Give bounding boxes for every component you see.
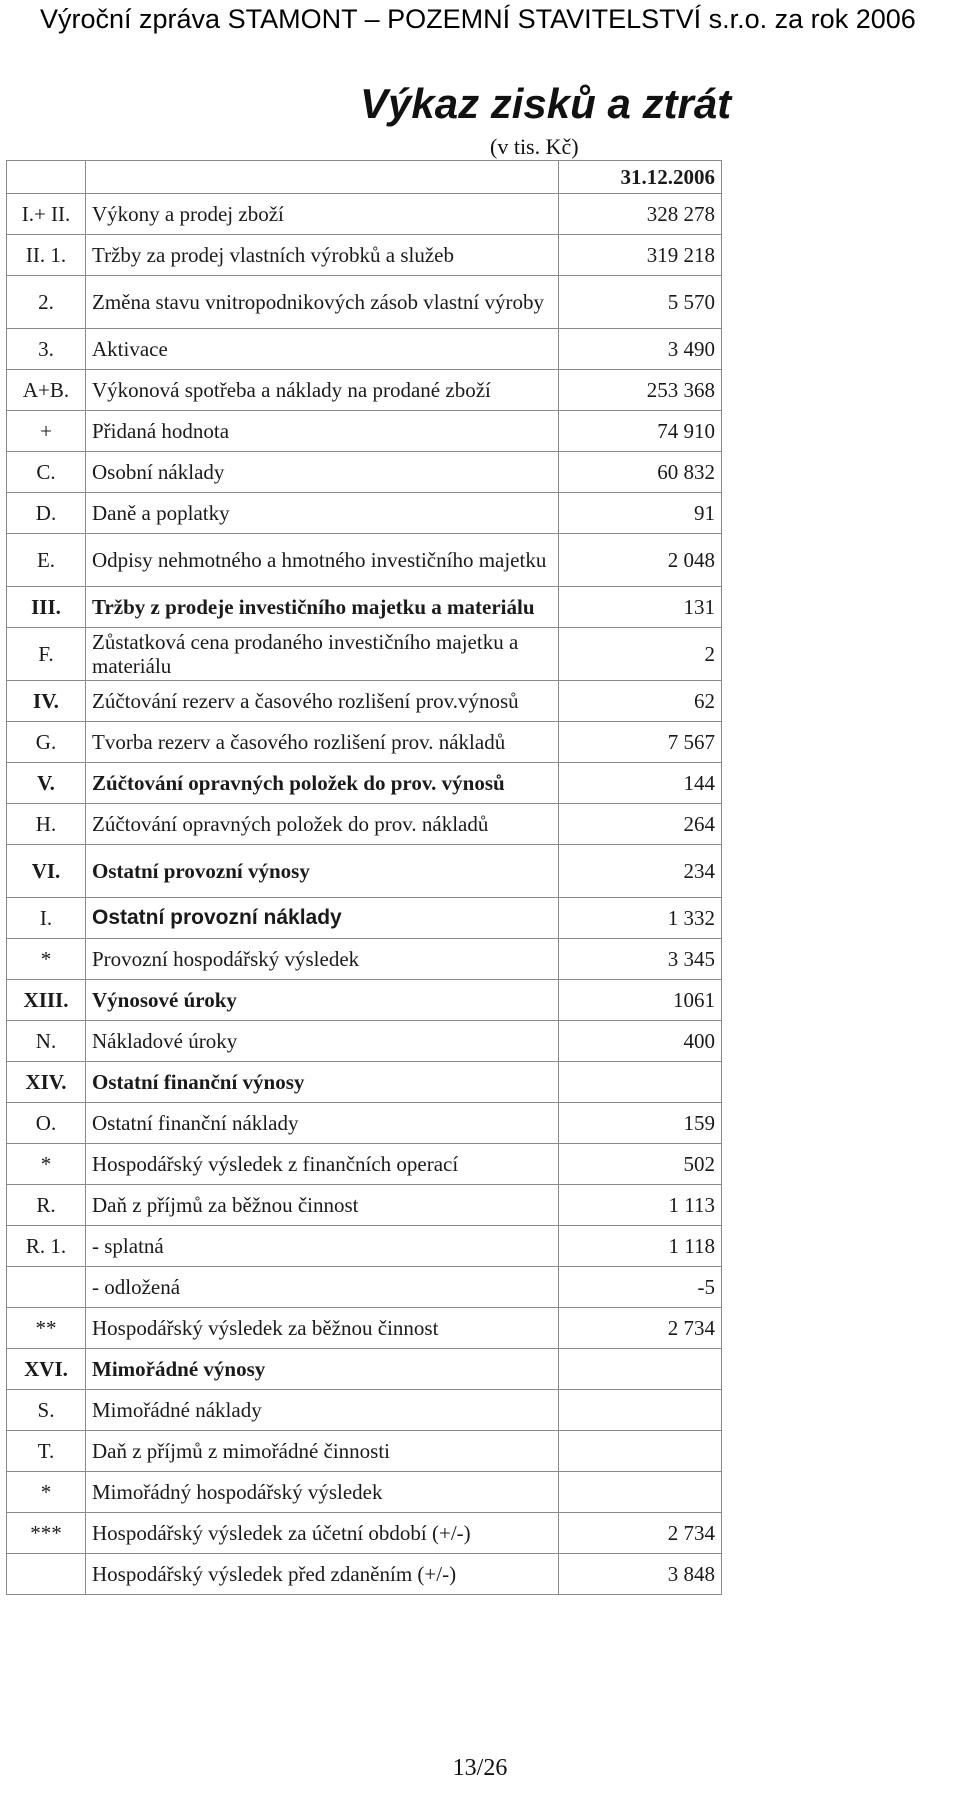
row-label: Hospodářský výsledek za běžnou činnost xyxy=(86,1308,559,1349)
row-code: + xyxy=(7,411,86,452)
table-row xyxy=(7,722,722,763)
table-row xyxy=(7,1431,722,1472)
row-label: Daň z příjmů z mimořádné činnosti xyxy=(86,1431,559,1472)
unit-label: (v tis. Kč) xyxy=(490,134,579,159)
row-value: 7 567 xyxy=(559,722,722,763)
row-code: N. xyxy=(7,1021,86,1062)
table-row xyxy=(7,1062,722,1103)
row-value: 1 332 xyxy=(559,898,722,939)
row-value xyxy=(559,1062,722,1103)
column-date: 31.12.2006 xyxy=(559,161,722,194)
row-label: Osobní náklady xyxy=(86,452,559,493)
row-value: 264 xyxy=(559,804,722,845)
row-label: Tržby za prodej vlastních výrobků a služeb xyxy=(86,235,559,276)
row-label: Provozní hospodářský výsledek xyxy=(86,939,559,980)
row-code: XVI. xyxy=(7,1349,86,1390)
row-label: Mimořádné náklady xyxy=(86,1390,559,1431)
table-row xyxy=(7,1513,722,1554)
row-value xyxy=(559,1349,722,1390)
table-row xyxy=(7,1554,722,1595)
row-code: E. xyxy=(7,534,86,587)
row-code: A+B. xyxy=(7,370,86,411)
row-value: 2 xyxy=(559,628,722,681)
row-code: G. xyxy=(7,722,86,763)
row-value: 2 734 xyxy=(559,1308,722,1349)
row-label: Hospodářský výsledek z finančních operací xyxy=(86,1144,559,1185)
row-value: 144 xyxy=(559,763,722,804)
row-code: 2. xyxy=(7,276,86,329)
row-code: O. xyxy=(7,1103,86,1144)
table-row xyxy=(7,235,722,276)
page-number: 13/26 xyxy=(452,1755,508,1781)
row-code: D. xyxy=(7,493,86,534)
row-code: ** xyxy=(7,1308,86,1349)
table-row xyxy=(7,980,722,1021)
row-label: - odložená xyxy=(86,1267,559,1308)
row-value xyxy=(559,1472,722,1513)
row-code: F. xyxy=(7,628,86,681)
row-value: 60 832 xyxy=(559,452,722,493)
row-code: * xyxy=(7,1472,86,1513)
row-label: Zúčtování rezerv a časového rozlišení prov.výnosů xyxy=(86,681,559,722)
row-label: Zúčtování opravných položek do prov. nákladů xyxy=(86,804,559,845)
row-code: V. xyxy=(7,763,86,804)
row-code xyxy=(7,1267,86,1308)
row-code: * xyxy=(7,939,86,980)
table-row xyxy=(7,1103,722,1144)
table-row xyxy=(7,681,722,722)
table-row xyxy=(7,587,722,628)
row-value: 400 xyxy=(559,1021,722,1062)
row-code: VI. xyxy=(7,845,86,898)
table-header-row xyxy=(7,161,722,194)
row-label: Výnosové úroky xyxy=(86,980,559,1021)
table-row xyxy=(7,1226,722,1267)
row-code: T. xyxy=(7,1431,86,1472)
row-code: C. xyxy=(7,452,86,493)
row-value: 253 368 xyxy=(559,370,722,411)
row-label: Hospodářský výsledek za účetní období (+/-) xyxy=(86,1513,559,1554)
row-code: 3. xyxy=(7,329,86,370)
document-header: Výroční zpráva STAMONT – POZEMNÍ STAVITELSTVÍ s.r.o. za rok 2006 xyxy=(40,4,916,34)
row-value: 328 278 xyxy=(559,194,722,235)
row-label: Ostatní finanční náklady xyxy=(86,1103,559,1144)
row-value: 3 490 xyxy=(559,329,722,370)
row-label: Odpisy nehmotného a hmotného investičního majetku xyxy=(86,534,559,587)
table-row xyxy=(7,804,722,845)
table-row xyxy=(7,1267,722,1308)
row-code: R. xyxy=(7,1185,86,1226)
row-label: - splatná xyxy=(86,1226,559,1267)
row-value: 1 113 xyxy=(559,1185,722,1226)
row-label: Tvorba rezerv a časového rozlišení prov. nákladů xyxy=(86,722,559,763)
row-value: 159 xyxy=(559,1103,722,1144)
row-label: Tržby z prodeje investičního majetku a materiálu xyxy=(86,587,559,628)
row-label: Ostatní provozní výnosy xyxy=(86,845,559,898)
row-label: Mimořádný hospodářský výsledek xyxy=(86,1472,559,1513)
table-row xyxy=(7,845,722,898)
row-label: Mimořádné výnosy xyxy=(86,1349,559,1390)
row-value: 319 218 xyxy=(559,235,722,276)
table-row xyxy=(7,939,722,980)
row-value xyxy=(559,1390,722,1431)
row-label: Nákladové úroky xyxy=(86,1021,559,1062)
header-label-cell xyxy=(86,161,559,194)
table-row xyxy=(7,329,722,370)
row-value: 2 048 xyxy=(559,534,722,587)
row-code: * xyxy=(7,1144,86,1185)
table-row xyxy=(7,534,722,587)
profit-loss-table xyxy=(6,160,722,1595)
row-code: III. xyxy=(7,587,86,628)
row-code: XIV. xyxy=(7,1062,86,1103)
row-code: I. xyxy=(7,898,86,939)
row-label: Přidaná hodnota xyxy=(86,411,559,452)
row-value: 91 xyxy=(559,493,722,534)
row-value: 502 xyxy=(559,1144,722,1185)
row-label: Ostatní finanční výnosy xyxy=(86,1062,559,1103)
row-label: Výkony a prodej zboží xyxy=(86,194,559,235)
row-value: 3 345 xyxy=(559,939,722,980)
row-label: Výkonová spotřeba a náklady na prodané zboží xyxy=(86,370,559,411)
table-row xyxy=(7,1308,722,1349)
row-code: IV. xyxy=(7,681,86,722)
table-row xyxy=(7,493,722,534)
table-row xyxy=(7,1390,722,1431)
row-label: Aktivace xyxy=(86,329,559,370)
header-code-cell xyxy=(7,161,86,194)
row-value: 1 118 xyxy=(559,1226,722,1267)
table-row xyxy=(7,628,722,681)
table-row xyxy=(7,1021,722,1062)
page-title: Výkaz zisků a ztrát xyxy=(360,80,732,127)
table-row xyxy=(7,411,722,452)
table-row xyxy=(7,1144,722,1185)
row-value: 2 734 xyxy=(559,1513,722,1554)
table-row xyxy=(7,276,722,329)
row-value: 234 xyxy=(559,845,722,898)
table-row xyxy=(7,898,722,939)
row-label: Hospodářský výsledek před zdaněním (+/-) xyxy=(86,1554,559,1595)
table-row xyxy=(7,194,722,235)
row-label: Zúčtování opravných položek do prov. výnosů xyxy=(86,763,559,804)
row-value xyxy=(559,1431,722,1472)
row-label: Zůstatková cena prodaného investičního majetku a materiálu xyxy=(86,628,559,681)
row-code: XIII. xyxy=(7,980,86,1021)
row-value: 3 848 xyxy=(559,1554,722,1595)
table-row xyxy=(7,452,722,493)
row-code: H. xyxy=(7,804,86,845)
row-label: Ostatní provozní náklady xyxy=(86,898,559,939)
table-row xyxy=(7,1185,722,1226)
table-row xyxy=(7,763,722,804)
row-value: 5 570 xyxy=(559,276,722,329)
row-code xyxy=(7,1554,86,1595)
row-code: II. 1. xyxy=(7,235,86,276)
table-row xyxy=(7,1472,722,1513)
row-code: *** xyxy=(7,1513,86,1554)
row-code: S. xyxy=(7,1390,86,1431)
table-row xyxy=(7,1349,722,1390)
row-value: 131 xyxy=(559,587,722,628)
row-label: Daň z příjmů za běžnou činnost xyxy=(86,1185,559,1226)
row-value: -5 xyxy=(559,1267,722,1308)
row-code: I.+ II. xyxy=(7,194,86,235)
row-value: 1061 xyxy=(559,980,722,1021)
row-code: R. 1. xyxy=(7,1226,86,1267)
row-value: 62 xyxy=(559,681,722,722)
table-row xyxy=(7,370,722,411)
row-label: Daně a poplatky xyxy=(86,493,559,534)
row-label: Změna stavu vnitropodnikových zásob vlastní výroby xyxy=(86,276,559,329)
row-value: 74 910 xyxy=(559,411,722,452)
